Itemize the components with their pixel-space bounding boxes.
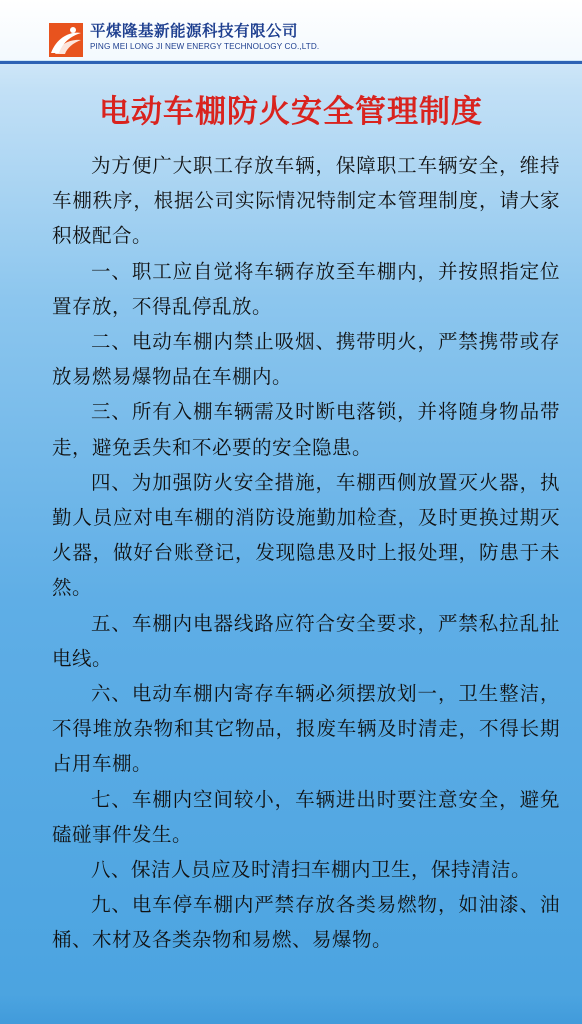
rule-item-5: 五、车棚内电器线路应符合安全要求，严禁私拉乱扯电线。: [52, 611, 560, 670]
bottom-gradient: [0, 995, 582, 1024]
rule-item-3: 三、所有入棚车辆需及时断电落锁，并将随身物品带走，避免丢失和不必要的安全隐患。: [52, 400, 560, 459]
rule-item-8: 八、保洁人员应及时清扫车棚内卫生，保持清洁。: [91, 858, 532, 882]
company-logo-icon: [49, 23, 83, 57]
rule-item-2: 二、电动车棚内禁止吸烟、携带明火，严禁携带或存放易燃易爆物品在车棚内。: [52, 330, 560, 389]
regulation-body: [52, 148, 560, 958]
rule-item-1: 一、职工应自觉将车辆存放至车棚内，并按照指定位置存放，不得乱停乱放。: [52, 259, 560, 318]
header-divider: [0, 61, 582, 64]
rule-item-6: 六、电动车棚内寄存车辆必须摆放划一，卫生整洁，不得堆放杂物和其它物品，报废车辆及时清走，不得长期占用车棚。: [52, 682, 560, 776]
rule-item-7: 七、车棚内空间较小，车辆进出时要注意安全，避免磕碰事件发生。: [52, 787, 560, 846]
intro-paragraph: 为方便广大职工存放车辆，保障职工车辆安全，维持车棚秩序，根据公司实际情况特制定本管理制度，请大家积极配合。: [52, 154, 560, 248]
rule-item-4: 四、为加强防火安全措施，车棚西侧放置灭火器，执勤人员应对电车棚的消防设施勤加检查，及时更换过期灭火器，做好台账登记，发现隐患及时上报处理，防患于未然。: [52, 470, 560, 600]
company-name-en: PING MEI LONG JI NEW ENERGY TECHNOLOGY CO.,LTD.: [90, 42, 320, 51]
rule-item-9: 九、电车停车棚内严禁存放各类易燃物，如油漆、油桶、木材及各类杂物和易燃、易爆物。: [52, 893, 560, 952]
page-title: 电动车棚防火安全管理制度: [99, 94, 483, 130]
company-name-cn: 平煤隆基新能源科技有限公司: [90, 22, 299, 40]
company-header: [0, 0, 582, 60]
